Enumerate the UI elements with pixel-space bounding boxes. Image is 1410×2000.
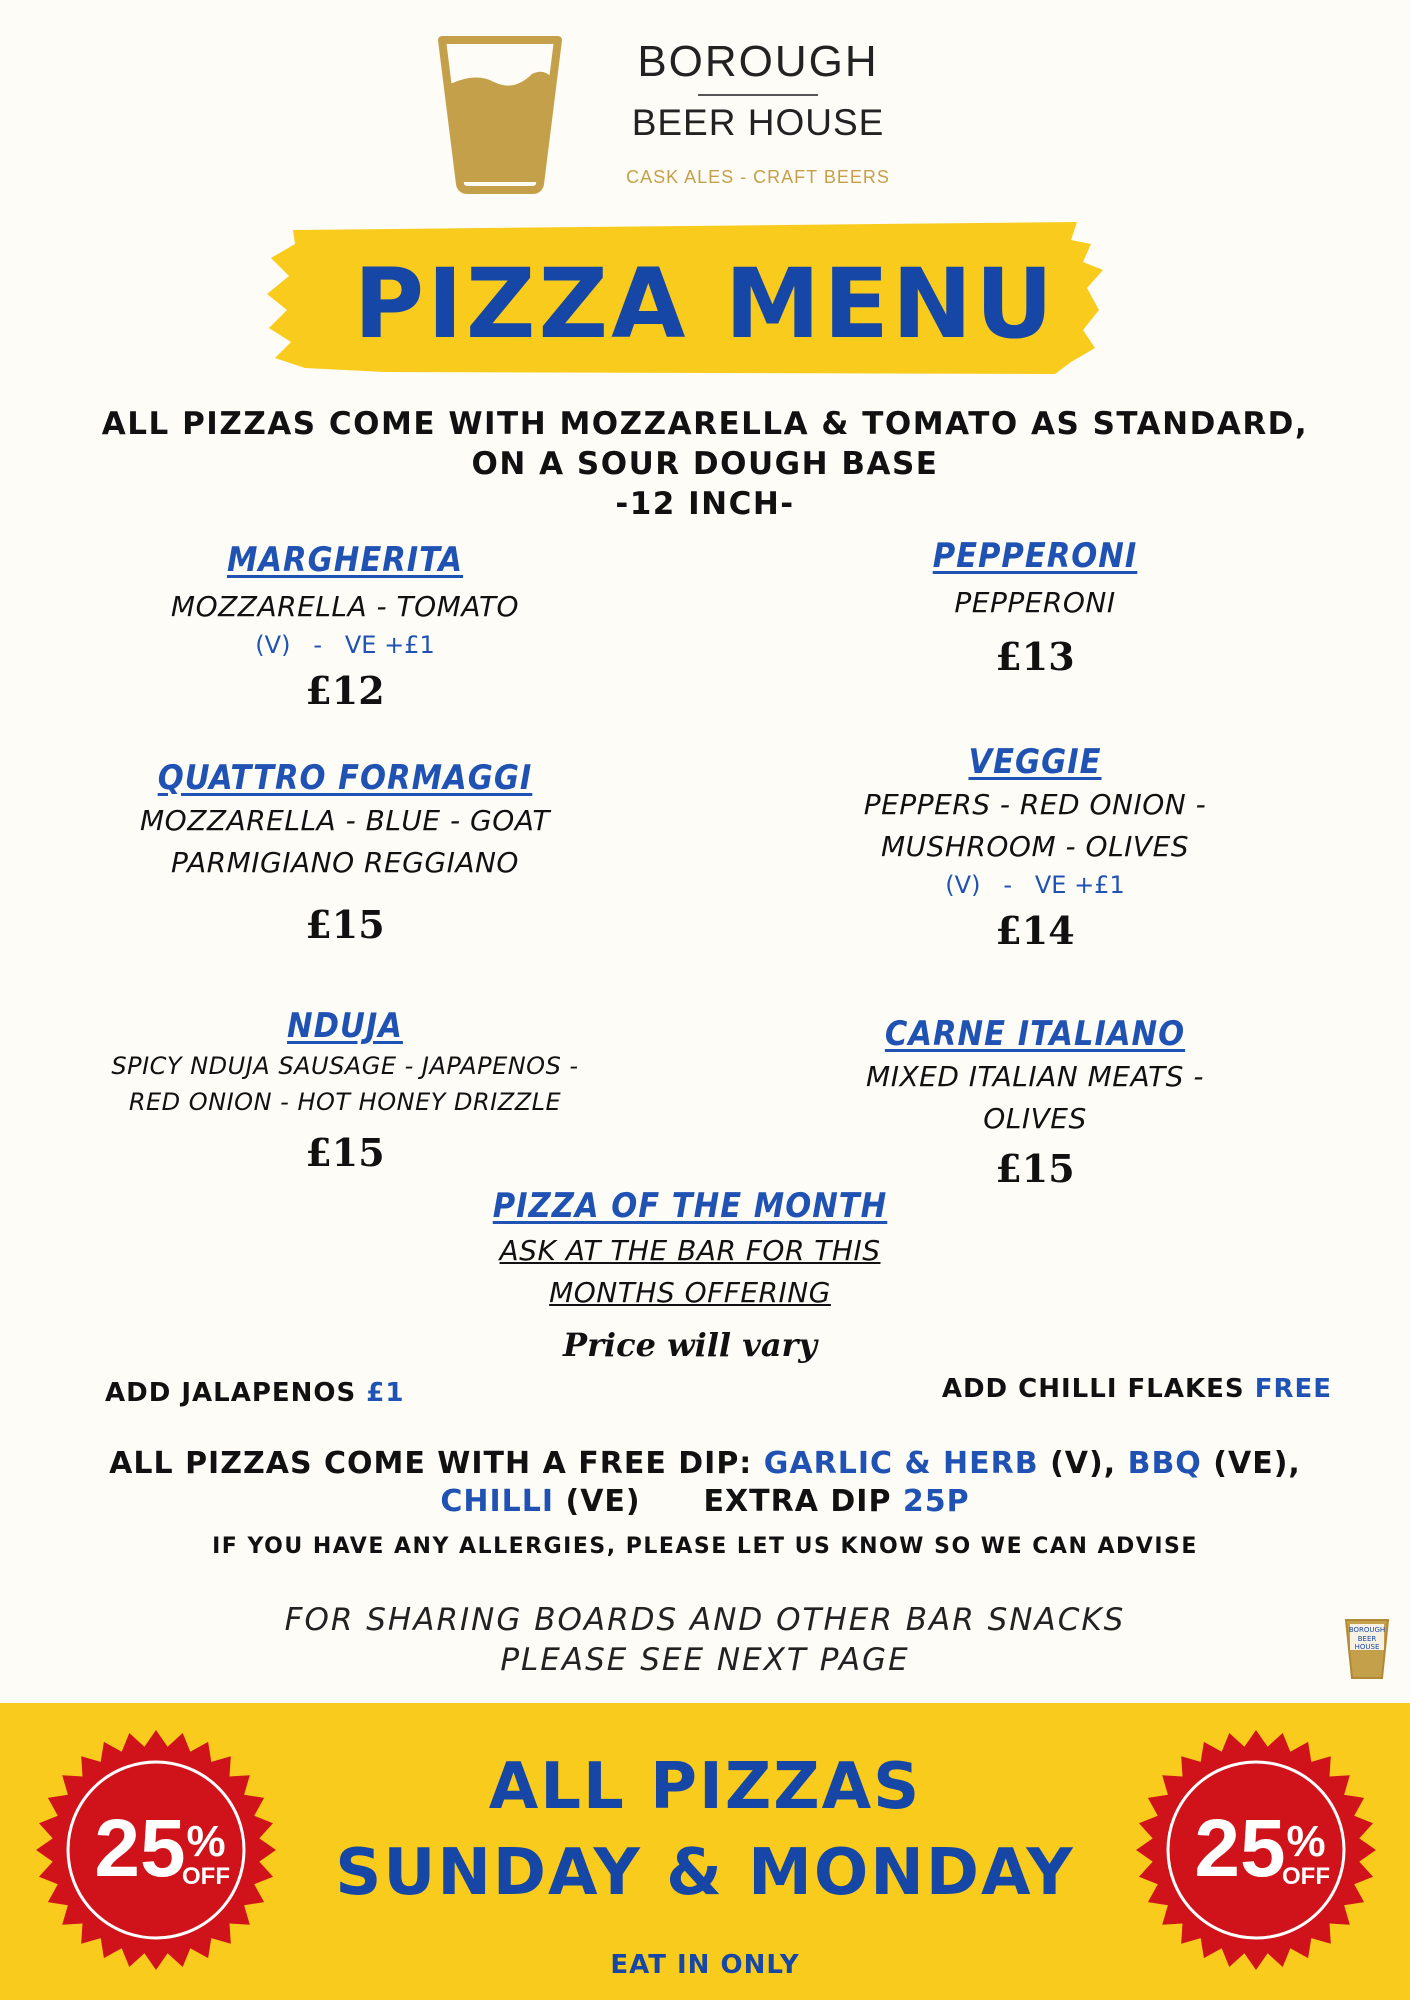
dip-bbq-tag: (VE), <box>1213 1446 1301 1481</box>
addon-jalapenos-price: £1 <box>366 1378 405 1408</box>
pizza-description: SPICY NDUJA SAUSAGE - JAPAPENOS - <box>111 1052 579 1080</box>
sharing-note <box>0 1600 1410 1680</box>
pizza-description: RED ONION - HOT HONEY DRIZZLE <box>128 1088 562 1116</box>
dip-garlic-herb-tag: (V), <box>1050 1446 1117 1481</box>
beer-glass-icon <box>436 34 564 196</box>
pizza-description: PARMIGIANO REGGIANO <box>171 846 519 879</box>
dip-chilli: CHILLI <box>440 1484 555 1519</box>
addon-chilli-label: ADD CHILLI FLAKES <box>941 1374 1245 1404</box>
pizza-price: £13 <box>995 634 1075 679</box>
pizza-price: £15 <box>305 1130 385 1175</box>
pizza-name: NDUJA <box>287 1006 403 1046</box>
brand-line2: BEER HOUSE <box>631 102 885 143</box>
intro-text <box>0 404 1410 524</box>
promo-line1: ALL PIZZAS <box>488 1750 922 1824</box>
discount-badge-left <box>30 1724 282 1976</box>
allergy-notice: IF YOU HAVE ANY ALLERGIES, PLEASE LET US KNOW SO WE CAN ADVISE <box>212 1534 1198 1559</box>
extra-dip-label: EXTRA DIP <box>703 1484 892 1519</box>
addon-jalapenos-label: ADD JALAPENOS <box>105 1378 357 1408</box>
page-title: PIZZA MENU <box>353 248 1057 360</box>
pizza-price: £15 <box>305 902 385 947</box>
brand-wordmark <box>608 37 908 188</box>
pizza-name: PEPPERONI <box>932 536 1138 576</box>
promo-line2: SUNDAY & MONDAY <box>335 1836 1075 1910</box>
badge-off: OFF <box>1282 1863 1330 1890</box>
pizza-description: PEPPERONI <box>954 586 1116 619</box>
intro-line1: ALL PIZZAS COME WITH MOZZARELLA & TOMATO AS STANDARD, <box>101 406 1309 442</box>
pizza-diet: (V) - VE +£1 <box>945 871 1125 899</box>
pizza-name: QUATTRO FORMAGGI <box>157 758 533 798</box>
pizza-description: MOZZARELLA - TOMATO <box>170 590 520 623</box>
pizza-diet: (V) - VE +£1 <box>255 631 435 659</box>
small-logo-line1: BOROUGH <box>1348 1626 1386 1634</box>
addon-jalapenos <box>105 1378 404 1408</box>
badge-off: OFF <box>182 1863 230 1890</box>
pizza-veggie <box>800 742 1270 953</box>
pizza-description: MUSHROOM - OLIVES <box>880 830 1190 863</box>
pizza-price: £15 <box>995 1146 1075 1191</box>
pizza-of-the-month <box>440 1186 940 1364</box>
addon-chilli-flakes <box>942 1374 1332 1404</box>
pizza-carne-italiano <box>810 1014 1260 1191</box>
brand-tagline: CASK ALES - CRAFT BEERS <box>626 167 890 187</box>
pizza-description: MIXED ITALIAN MEATS - <box>866 1060 1204 1093</box>
pizza-quattro-formaggi <box>110 758 580 947</box>
pizza-description: PEPPERS - RED ONION - <box>863 788 1207 821</box>
pizza-name: CARNE ITALIANO <box>884 1014 1186 1054</box>
dips-info <box>0 1445 1410 1521</box>
special-line1: ASK AT THE BAR FOR THIS <box>499 1234 881 1267</box>
pizza-price: £14 <box>995 908 1075 953</box>
dip-garlic-herb: GARLIC & HERB <box>763 1446 1039 1481</box>
intro-line3: -12 INCH- <box>615 486 795 522</box>
brand-line1: BOROUGH <box>637 37 879 86</box>
brand-divider <box>698 94 818 96</box>
pizza-name: MARGHERITA <box>226 540 464 580</box>
sharing-line2: PLEASE SEE NEXT PAGE <box>500 1642 910 1678</box>
badge-percent: % <box>1286 1817 1326 1866</box>
pizza-nduja <box>90 1006 600 1175</box>
badge-number: 25 <box>1194 1803 1286 1894</box>
extra-dip-price: 25P <box>902 1484 970 1519</box>
dip-bbq: BBQ <box>1127 1446 1202 1481</box>
pizza-description: MOZZARELLA - BLUE - GOAT <box>140 804 550 837</box>
intro-line2: ON A SOUR DOUGH BASE <box>471 446 939 482</box>
dips-prefix: ALL PIZZAS COME WITH A FREE DIP: <box>109 1446 753 1481</box>
pizza-description: OLIVES <box>983 1102 1087 1135</box>
small-logo-icon <box>1344 1618 1390 1682</box>
pizza-pepperoni <box>830 536 1240 679</box>
dip-chilli-tag: (VE) <box>565 1484 641 1519</box>
sharing-line1: FOR SHARING BOARDS AND OTHER BAR SNACKS <box>284 1602 1126 1638</box>
pizza-name: VEGGIE <box>968 742 1102 782</box>
pizza-price: £12 <box>305 668 385 713</box>
addon-chilli-price: FREE <box>1254 1374 1332 1404</box>
pizza-name: PIZZA OF THE MONTH <box>492 1186 888 1226</box>
small-logo-line3: HOUSE <box>1354 1643 1380 1651</box>
badge-percent: % <box>186 1817 226 1866</box>
promo-line3: EAT IN ONLY <box>610 1950 800 1980</box>
badge-number: 25 <box>94 1803 186 1894</box>
pizza-margherita <box>140 540 550 713</box>
discount-badge-right <box>1130 1724 1382 1976</box>
small-logo-line2: BEER <box>1357 1635 1377 1643</box>
special-line2: MONTHS OFFERING <box>549 1276 831 1309</box>
special-price: Price will vary <box>563 1326 817 1364</box>
